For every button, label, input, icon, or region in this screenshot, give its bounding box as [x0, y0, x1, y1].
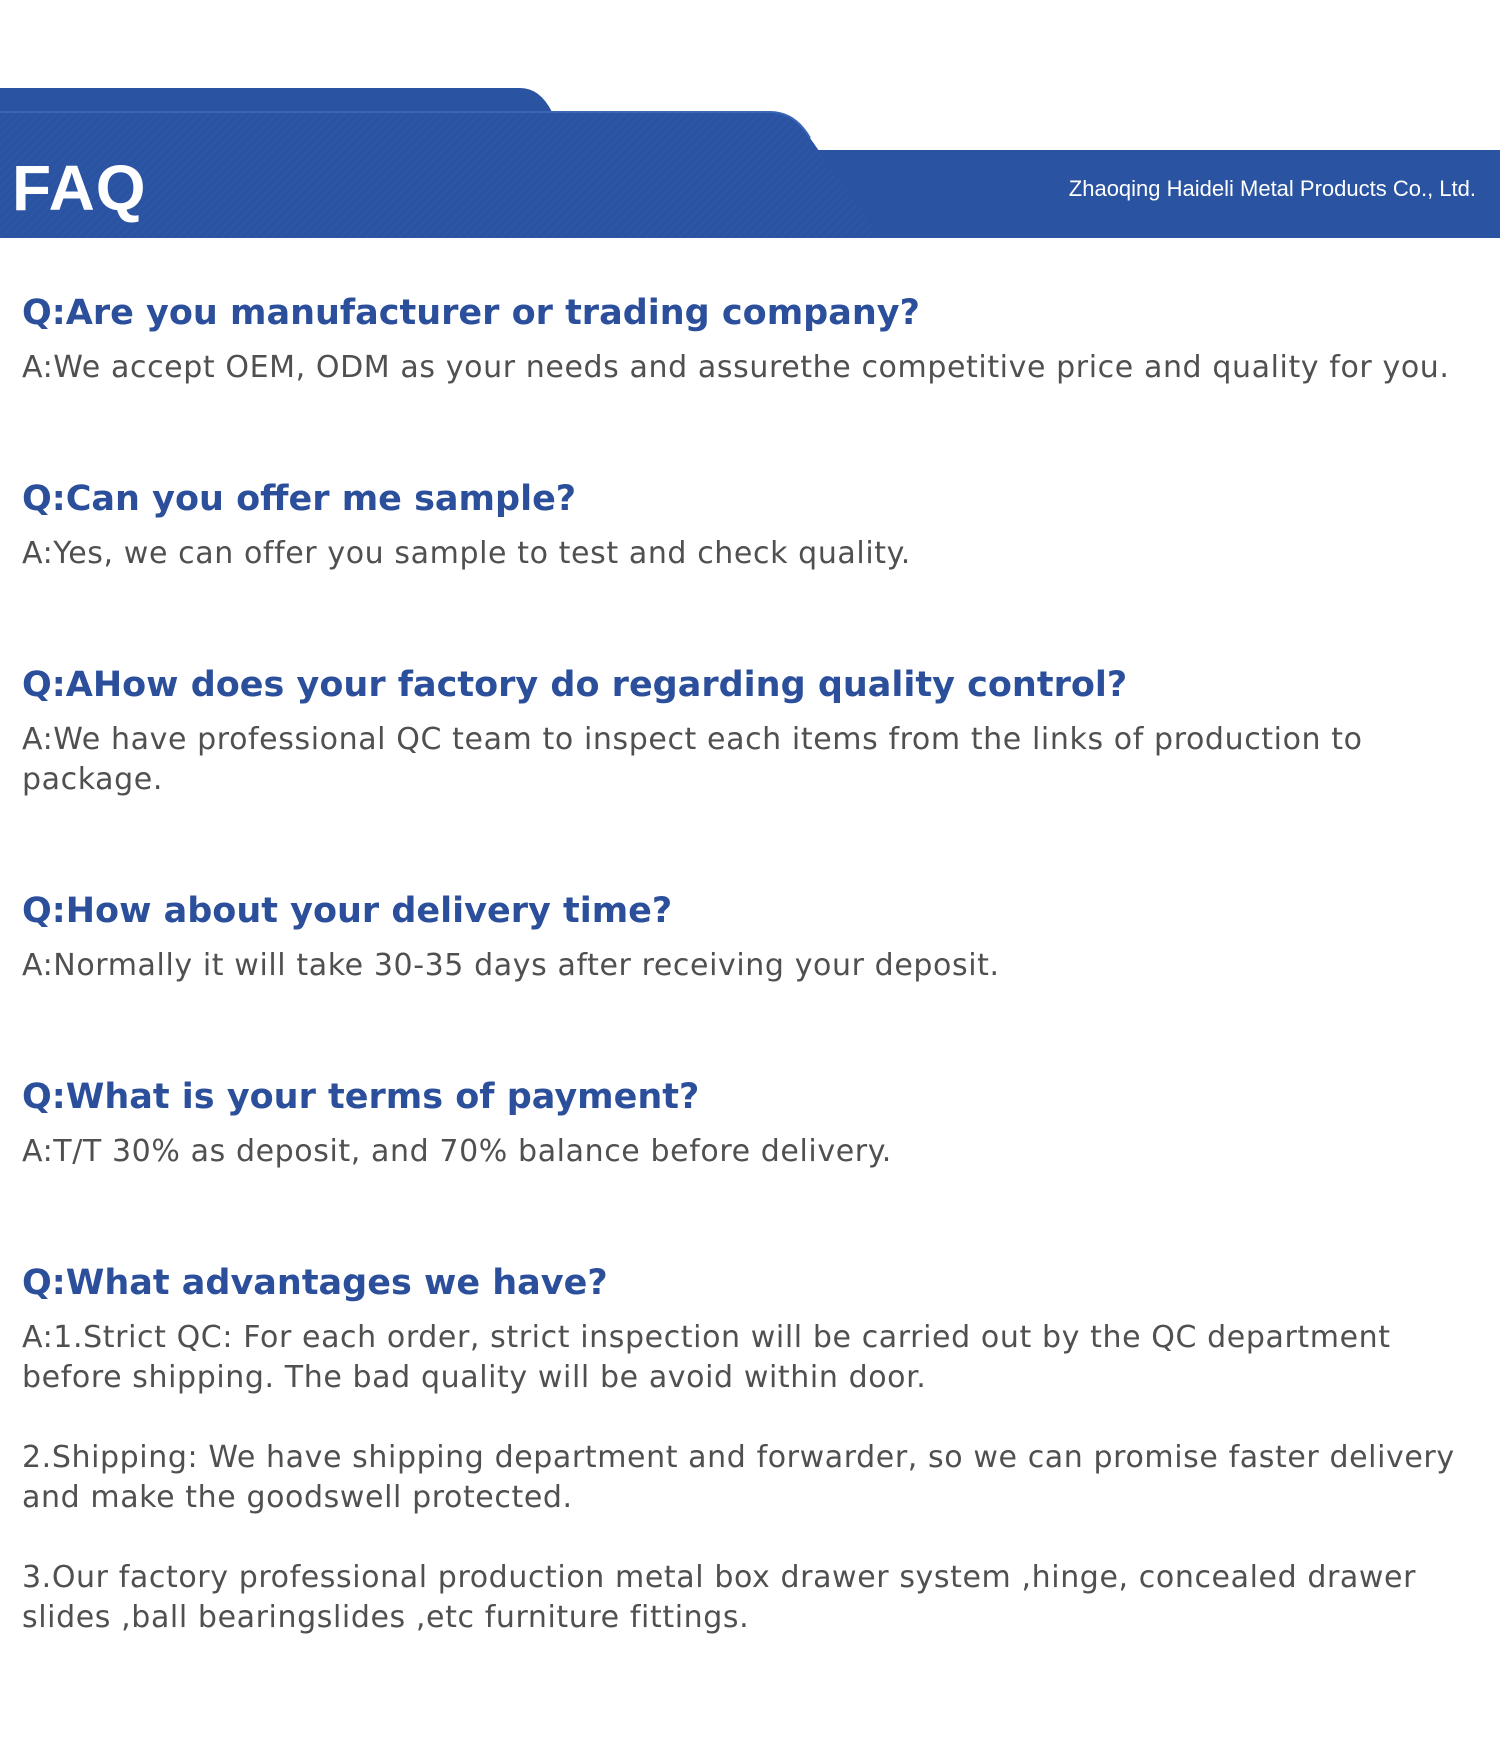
faq-answer: A:1.Strict QC: For each order, strict inspection will be carried out by the QC department before shipping. The bad quality will be avoid within door.: [22, 1320, 1391, 1395]
faq-answer: A:T/T 30% as deposit, and 70% balance before delivery.: [22, 1134, 892, 1169]
faq-question: Q:How about your delivery time?: [22, 891, 673, 931]
faq-answer: A:Normally it will take 30-35 days after receiving your deposit.: [22, 948, 1000, 983]
faq-item: [22, 660, 1482, 800]
faq-item: [22, 288, 1482, 388]
faq-answer: A:We have professional QC team to inspect each items from the links of production to package.: [22, 722, 1363, 797]
faq-item: [22, 1258, 1482, 1638]
faq-list: [22, 288, 1482, 1724]
faq-question: Q:AHow does your factory do regarding quality control?: [22, 665, 1128, 705]
faq-answer: A:Yes, we can offer you sample to test and check quality.: [22, 536, 911, 571]
faq-answer: 2.Shipping: We have shipping department and forwarder, so we can promise faster delivery and make the goodswell protected.: [22, 1440, 1455, 1515]
faq-answer: A:We accept OEM, ODM as your needs and assurethe competitive price and quality for you.: [22, 350, 1450, 385]
faq-question: Q:What is your terms of payment?: [22, 1077, 700, 1117]
banner-shape: [0, 0, 1500, 240]
faq-item: [22, 1072, 1482, 1172]
faq-item: [22, 474, 1482, 574]
faq-answer: 3.Our factory professional production metal box drawer system ,hinge, concealed drawer slides ,ball bearingslides ,etc furniture fittings.: [22, 1560, 1417, 1635]
company-name: Zhaoqing Haideli Metal Products Co., Ltd.: [1068, 176, 1476, 201]
faq-question: Q:Are you manufacturer or trading company?: [22, 293, 920, 333]
faq-question: Q:What advantages we have?: [22, 1263, 608, 1303]
faq-banner: [0, 0, 1500, 240]
faq-item: [22, 886, 1482, 986]
faq-question: Q:Can you offer me sample?: [22, 479, 577, 519]
page-title: FAQ: [12, 152, 147, 224]
